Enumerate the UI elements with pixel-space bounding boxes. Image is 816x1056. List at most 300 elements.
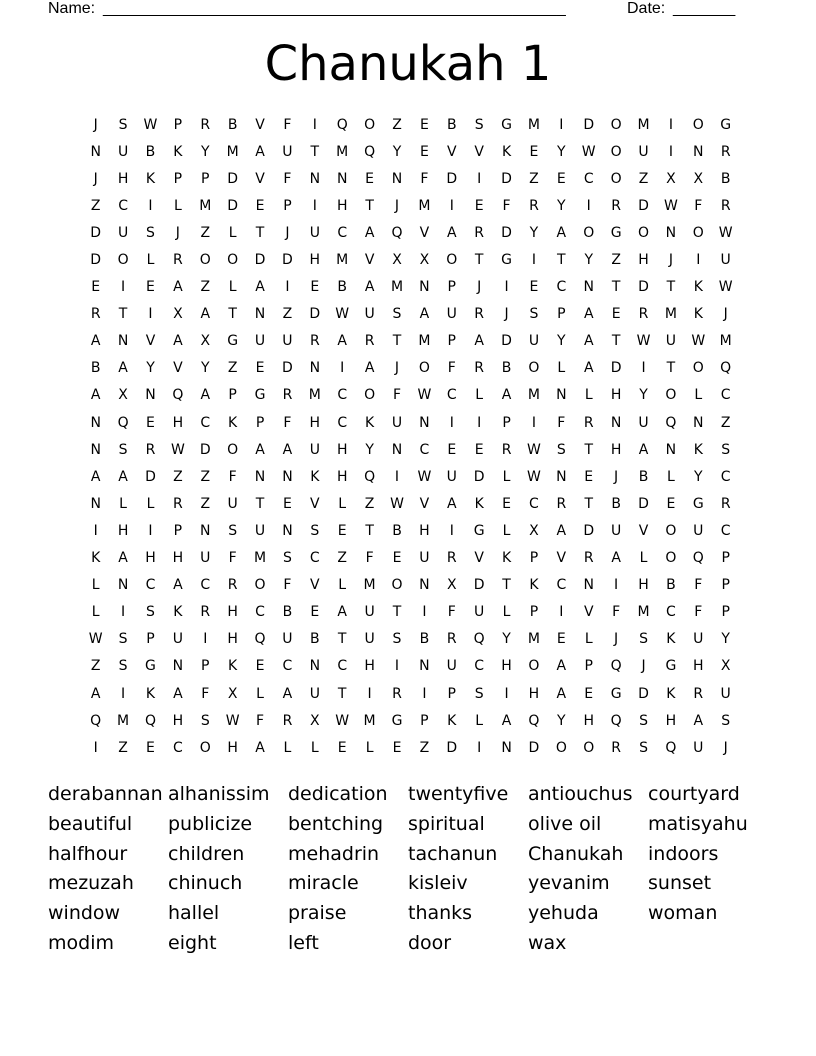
grid-letter: F (283, 116, 292, 133)
grid-letter: U (528, 333, 540, 350)
grid-letter: I (477, 414, 482, 431)
grid-letter: A (90, 387, 101, 404)
grid-letter: L (639, 550, 648, 567)
grid-row (82, 572, 742, 599)
grid-letter: J (394, 360, 400, 377)
grid-letter: T (228, 306, 237, 323)
grid-letter: U (720, 685, 731, 702)
grid-letter: D (501, 170, 512, 187)
grid-letter: H (419, 522, 430, 539)
grid-letter: H (638, 252, 649, 269)
grid-letter: X (419, 252, 430, 269)
grid-row (82, 734, 742, 761)
grid-letter: K (365, 414, 375, 431)
grid-letter: Z (227, 360, 238, 377)
grid-letter: M (390, 279, 404, 296)
grid-letter: A (173, 333, 183, 350)
grid-letter: X (118, 387, 128, 404)
grid-letter: L (146, 495, 155, 512)
grid-letter: C (118, 197, 128, 214)
grid-letter: Z (720, 414, 731, 431)
grid-letter: X (392, 252, 402, 269)
grid-letter: N (309, 360, 321, 377)
grid-letter: O (665, 550, 677, 567)
grid-letter: C (474, 658, 485, 675)
grid-letter: W (390, 495, 404, 512)
grid-letter: W (417, 468, 432, 485)
grid-letter: R (392, 685, 402, 702)
grid-letter: A (501, 712, 512, 729)
grid-letter: L (502, 468, 511, 485)
grid-letter: U (419, 550, 430, 567)
grid-letter: D (309, 306, 321, 323)
grid-letter: I (121, 604, 126, 621)
grid-letter: B (145, 143, 156, 160)
grid-letter: U (117, 224, 129, 241)
grid-letter: U (693, 631, 704, 648)
grid-letter: L (502, 604, 511, 621)
grid-letter: I (531, 252, 537, 269)
grid-letter: O (227, 252, 239, 269)
grid-letter: R (173, 495, 183, 512)
grid-letter: R (446, 631, 457, 648)
grid-letter: Y (557, 333, 566, 350)
grid-letter: N (90, 495, 101, 512)
grid-letter: O (665, 522, 677, 539)
grid-letter: C (337, 224, 348, 241)
grid-letter: S (200, 712, 210, 729)
word-bank-item: bentching (288, 812, 384, 835)
grid-letter: X (310, 712, 320, 729)
grid-letter: I (449, 414, 454, 431)
grid-letter: K (228, 414, 238, 431)
grid-letter: C (720, 522, 731, 539)
grid-letter: I (559, 604, 564, 621)
grid-letter: E (255, 197, 265, 214)
word-bank-item: matisyahu (648, 812, 748, 835)
grid-letter: B (392, 522, 402, 539)
grid-letter: R (720, 143, 731, 160)
grid-letter: F (392, 387, 402, 404)
grid-letter: E (529, 143, 539, 160)
grid-letter: P (447, 685, 456, 702)
grid-letter: M (664, 306, 677, 323)
grid-letter: S (282, 550, 292, 567)
grid-letter: N (145, 387, 156, 404)
grid-letter: M (637, 116, 650, 133)
grid-letter: U (200, 550, 211, 567)
grid-letter: A (118, 360, 128, 377)
grid-letter: G (692, 495, 704, 512)
grid-letter: P (447, 279, 456, 296)
grid-letter: K (447, 712, 457, 729)
grid-row (82, 463, 742, 490)
grid-letter: H (610, 387, 622, 404)
word-bank-item: window (48, 902, 121, 925)
grid-letter: W (581, 143, 596, 160)
grid-letter: E (255, 658, 265, 675)
grid-letter: T (611, 333, 621, 350)
grid-letter: I (148, 306, 153, 323)
grid-letter: U (309, 441, 320, 458)
grid-letter: X (529, 522, 539, 539)
grid-row (82, 490, 742, 517)
grid-letter: Y (200, 143, 210, 160)
grid-letter: N (583, 279, 594, 296)
letter-grid (82, 111, 742, 761)
grid-letter: B (282, 604, 293, 621)
grid-row (82, 382, 742, 409)
grid-letter: N (419, 279, 430, 296)
grid-letter: X (200, 333, 211, 350)
grid-letter: N (254, 306, 266, 323)
grid-letter: Q (254, 631, 266, 648)
grid-letter: Y (200, 360, 210, 377)
grid-letter: P (557, 306, 566, 323)
grid-letter: E (474, 441, 484, 458)
word-bank-item: halfhour (48, 842, 128, 865)
grid-letter: H (117, 522, 129, 539)
grid-letter: Q (336, 116, 348, 133)
grid-letter: C (720, 387, 731, 404)
grid-letter: R (474, 360, 485, 377)
word-bank-item: mezuzah (48, 872, 134, 895)
grid-letter: A (556, 658, 567, 675)
grid-row (82, 165, 742, 192)
grid-letter: Y (584, 252, 593, 269)
grid-letter: A (364, 360, 375, 377)
grid-letter: O (364, 116, 376, 133)
grid-letter: B (666, 577, 676, 594)
word-bank-item: door (408, 931, 452, 954)
grid-letter: M (719, 333, 732, 350)
grid-letter: S (118, 441, 128, 458)
grid-letter: O (692, 360, 704, 377)
grid-letter: I (477, 170, 482, 187)
grid-letter: R (583, 550, 594, 567)
grid-letter: J (668, 252, 673, 269)
grid-letter: D (638, 279, 649, 296)
grid-letter: P (283, 197, 292, 214)
grid-letter: O (391, 577, 403, 594)
grid-letter: T (255, 495, 265, 512)
grid-row (82, 545, 742, 572)
word-bank-item: olive oil (528, 812, 602, 835)
grid-letter: Z (90, 197, 101, 214)
grid-letter: D (638, 685, 649, 702)
grid-letter: R (282, 712, 293, 729)
grid-letter: P (146, 631, 155, 648)
grid-letter: E (666, 495, 676, 512)
grid-letter: I (477, 739, 482, 756)
grid-letter: I (148, 197, 153, 214)
grid-letter: R (200, 604, 211, 621)
grid-letter: A (337, 333, 347, 350)
grid-letter: F (502, 197, 511, 214)
grid-letter: S (392, 306, 402, 323)
grid-letter: C (556, 279, 567, 296)
word-bank-item: wax (528, 931, 567, 954)
grid-letter: M (308, 387, 321, 404)
grid-letter: G (720, 116, 732, 133)
grid-letter: D (610, 360, 622, 377)
grid-letter: T (611, 279, 621, 296)
word-bank-item: tachanun (408, 842, 498, 865)
grid-letter: A (583, 333, 594, 350)
grid-letter: Q (528, 712, 540, 729)
grid-letter: D (90, 224, 102, 241)
grid-letter: A (693, 712, 704, 729)
grid-row (82, 138, 742, 165)
grid-letter: B (501, 360, 512, 377)
grid-letter: E (365, 170, 375, 187)
grid-letter: Q (90, 712, 102, 729)
grid-letter: E (392, 550, 402, 567)
grid-letter: Z (118, 739, 128, 756)
grid-letter: I (148, 522, 153, 539)
grid-letter: Z (200, 279, 211, 296)
grid-letter: D (446, 170, 458, 187)
grid-letter: F (283, 577, 292, 594)
grid-letter: A (118, 550, 128, 567)
grid-letter: C (337, 414, 348, 431)
grid-letter: W (718, 279, 733, 296)
grid-letter: B (337, 279, 348, 296)
word-bank-item: indoors (648, 842, 719, 865)
grid-letter: G (501, 116, 512, 133)
grid-letter: K (145, 685, 156, 702)
grid-letter: A (446, 495, 457, 512)
grid-letter: T (337, 631, 347, 648)
grid-letter: T (502, 577, 511, 594)
grid-letter: O (610, 143, 622, 160)
grid-letter: L (228, 279, 237, 296)
grid-letter: E (529, 279, 539, 296)
grid-letter: I (93, 739, 98, 756)
grid-letter: B (419, 631, 430, 648)
grid-letter: R (638, 306, 649, 323)
grid-letter: U (254, 522, 266, 539)
grid-letter: A (446, 224, 457, 241)
grid-letter: T (666, 360, 676, 377)
grid-letter: U (172, 631, 183, 648)
grid-letter: L (694, 387, 703, 404)
grid-letter: D (90, 252, 102, 269)
grid-letter: W (335, 306, 350, 323)
grid-letter: Q (117, 414, 129, 431)
grid-letter: V (255, 116, 265, 133)
grid-letter: U (254, 333, 266, 350)
grid-letter: V (255, 170, 265, 187)
grid-row (82, 707, 742, 734)
grid-letter: G (254, 387, 266, 404)
grid-letter: H (172, 712, 184, 729)
grid-letter: C (309, 550, 320, 567)
word-bank-item: derabannan (48, 783, 163, 805)
grid-letter: P (721, 550, 730, 567)
grid-letter: D (227, 170, 239, 187)
word-bank-item: miracle (288, 872, 359, 895)
grid-letter: E (556, 170, 566, 187)
grid-letter: M (226, 143, 239, 160)
grid-letter: U (446, 658, 457, 675)
grid-letter: G (145, 658, 156, 675)
grid-letter: P (447, 333, 456, 350)
grid-letter: A (474, 333, 484, 350)
grid-letter: A (364, 224, 375, 241)
grid-letter: R (720, 495, 731, 512)
grid-letter: O (583, 739, 595, 756)
grid-letter: U (364, 631, 375, 648)
grid-letter: S (146, 224, 155, 241)
grid-letter: L (173, 197, 182, 214)
grid-letter: H (145, 550, 156, 567)
grid-letter: U (117, 143, 129, 160)
word-bank-item: sunset (648, 872, 712, 895)
grid-letter: A (255, 143, 265, 160)
grid-letter: E (91, 279, 101, 296)
grid-letter: B (227, 116, 238, 133)
grid-letter: R (282, 387, 293, 404)
word-bank-item: hallel (168, 902, 220, 925)
grid-letter: U (693, 522, 704, 539)
grid-letter: A (611, 550, 621, 567)
grid-letter: Y (639, 387, 648, 404)
grid-letter: N (200, 522, 211, 539)
grid-letter: E (419, 116, 429, 133)
grid-letter: W (335, 712, 350, 729)
grid-letter: O (199, 739, 211, 756)
grid-letter: V (310, 495, 320, 512)
grid-letter: U (638, 143, 649, 160)
grid-letter: O (364, 387, 376, 404)
grid-letter: W (663, 197, 678, 214)
grid-letter: H (528, 685, 540, 702)
grid-letter: N (282, 522, 293, 539)
grid-letter: I (285, 279, 290, 296)
grid-letter: E (337, 522, 347, 539)
grid-letter: Y (557, 712, 566, 729)
grid-letter: R (611, 197, 621, 214)
grid-letter: A (173, 577, 183, 594)
grid-letter: V (145, 333, 156, 350)
grid-letter: P (228, 387, 237, 404)
grid-letter: N (556, 387, 567, 404)
grid-letter: T (584, 441, 593, 458)
grid-letter: A (90, 333, 101, 350)
grid-letter: H (665, 712, 677, 729)
grid-letter: O (418, 360, 430, 377)
grid-letter: K (228, 658, 238, 675)
grid-letter: V (474, 143, 484, 160)
grid-letter: Z (200, 495, 211, 512)
grid-letter: L (91, 604, 100, 621)
grid-letter: I (641, 360, 646, 377)
grid-letter: V (446, 143, 457, 160)
grid-letter: U (446, 468, 457, 485)
header (48, 0, 748, 20)
grid-letter: B (720, 170, 731, 187)
grid-letter: L (228, 224, 237, 241)
grid-letter: N (282, 468, 293, 485)
grid-letter: U (638, 414, 649, 431)
grid-letter: R (200, 116, 211, 133)
grid-letter: Z (173, 468, 183, 485)
grid-letter: N (665, 441, 677, 458)
grid-letter: N (693, 414, 704, 431)
grid-row (82, 517, 742, 544)
grid-letter: N (309, 658, 321, 675)
grid-letter: J (93, 116, 98, 133)
grid-letter: N (419, 577, 430, 594)
grid-row (82, 246, 742, 273)
grid-letter: Y (392, 143, 402, 160)
grid-letter: Z (200, 224, 211, 241)
grid-row (82, 599, 742, 626)
word-bank (48, 780, 768, 959)
grid-letter: U (364, 604, 375, 621)
grid-letter: K (474, 495, 484, 512)
grid-letter: S (556, 441, 566, 458)
grid-letter: C (200, 577, 211, 594)
grid-letter: G (610, 685, 622, 702)
grid-letter: L (365, 739, 374, 756)
name-line: ____________________________________________________ (103, 0, 566, 17)
grid-letter: H (501, 658, 512, 675)
grid-letter: Z (364, 495, 375, 512)
grid-letter: H (172, 550, 184, 567)
grid-letter: T (310, 143, 320, 160)
grid-letter: I (586, 197, 591, 214)
grid-letter: K (91, 550, 101, 567)
grid-letter: F (228, 550, 237, 567)
word-bank-item: mehadrin (288, 842, 380, 865)
grid-letter: L (584, 387, 593, 404)
grid-row (82, 301, 742, 328)
grid-letter: F (228, 468, 237, 485)
grid-letter: T (666, 279, 676, 296)
grid-letter: C (337, 658, 348, 675)
grid-letter: B (611, 495, 621, 512)
grid-letter: A (556, 685, 567, 702)
grid-letter: H (610, 441, 622, 458)
grid-letter: K (173, 143, 183, 160)
grid-letter: Y (557, 143, 566, 160)
grid-letter: H (638, 577, 649, 594)
grid-letter: I (121, 685, 126, 702)
grid-letter: N (665, 224, 677, 241)
grid-letter: I (422, 604, 427, 621)
grid-row (82, 680, 742, 707)
name-label: Name: (48, 0, 96, 17)
grid-letter: X (693, 170, 704, 187)
grid-letter: O (583, 224, 595, 241)
grid-letter: R (227, 577, 238, 594)
grid-letter: P (420, 712, 429, 729)
grid-letter: A (583, 306, 594, 323)
grid-letter: O (692, 116, 704, 133)
grid-letter: K (501, 143, 512, 160)
grid-letter: E (419, 143, 429, 160)
word-bank-item: yehuda (528, 902, 599, 925)
grid-letter: Y (529, 224, 539, 241)
word-bank-item: antiouchus (528, 783, 633, 805)
grid-letter: S (639, 712, 648, 729)
grid-letter: L (502, 522, 511, 539)
grid-letter: P (201, 658, 210, 675)
grid-letter: G (391, 712, 403, 729)
grid-letter: Q (172, 387, 184, 404)
